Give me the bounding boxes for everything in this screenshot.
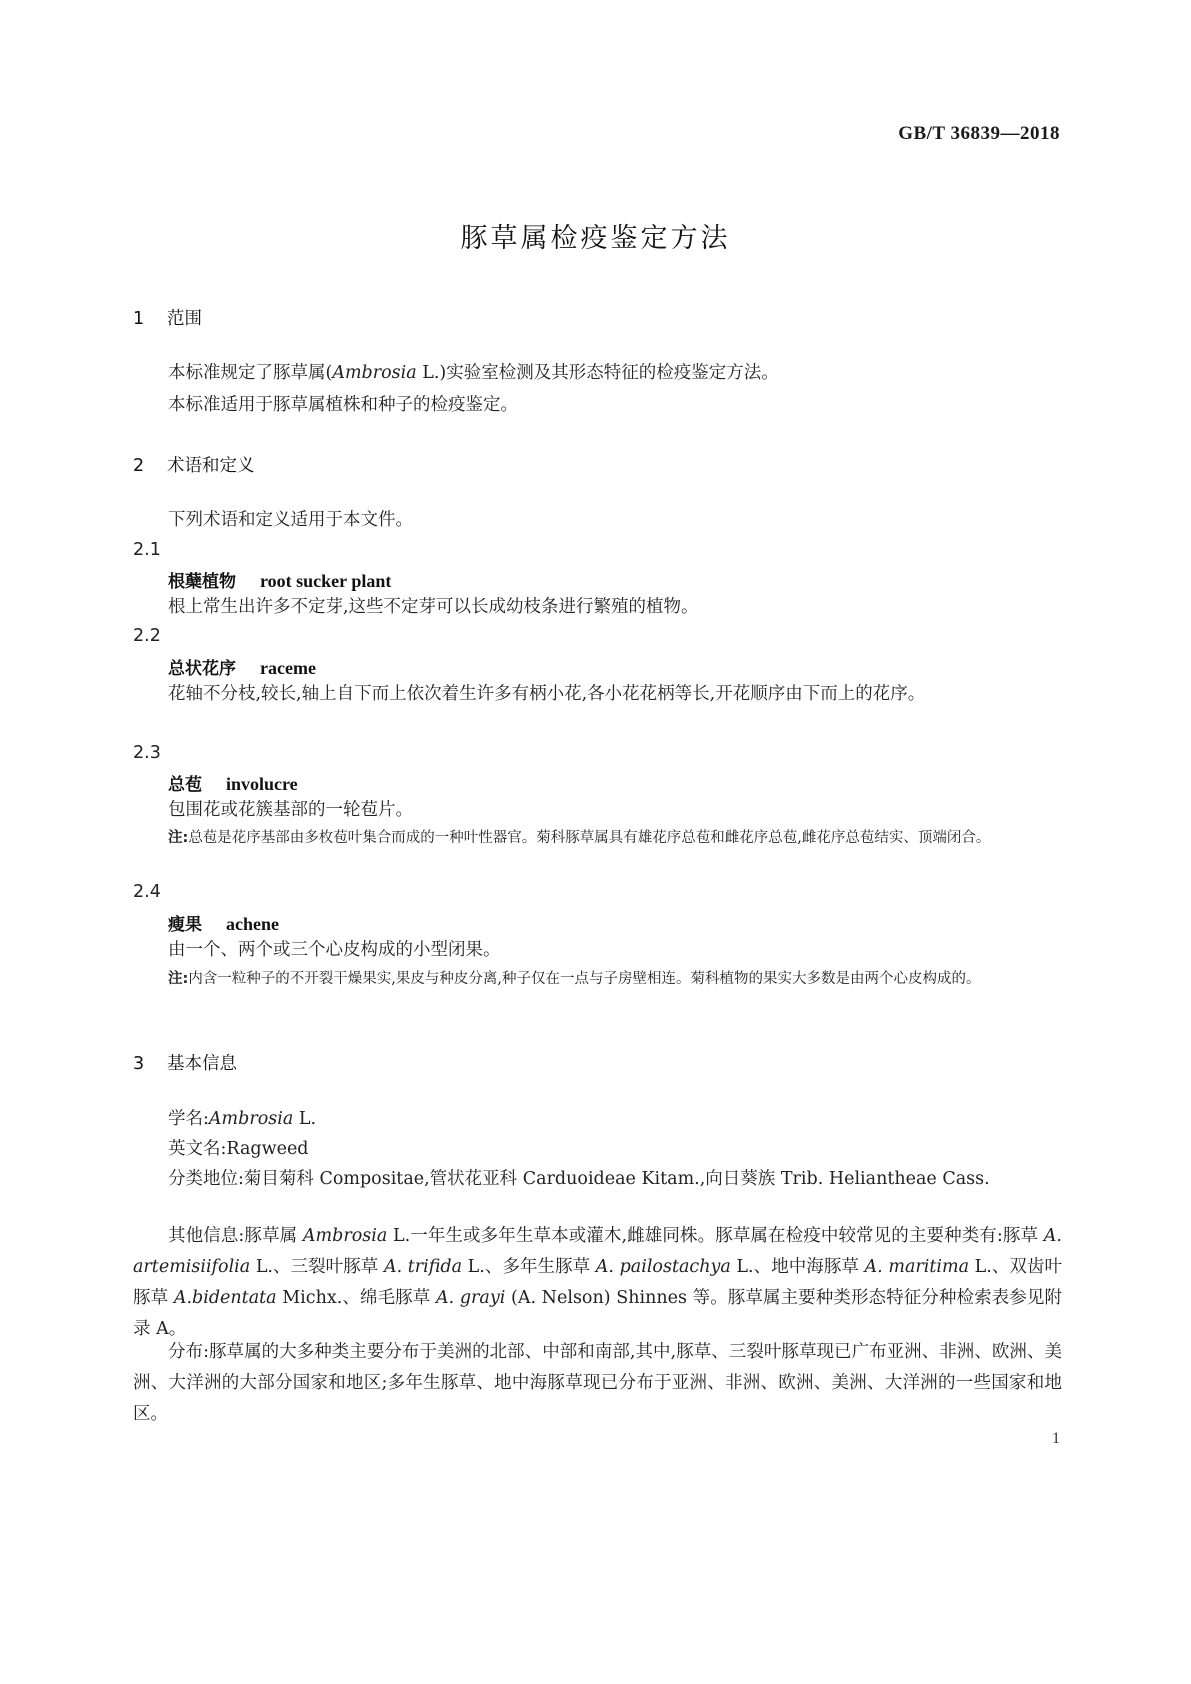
term-heading [168, 567, 391, 592]
italic-species: A. maritima [864, 1257, 970, 1277]
text-segment: L.一年生或多年生草本或灌木,雌雄同株。豚草属在检疫中较常见的主要种类有:豚草 [387, 1226, 1044, 1246]
section-2-heading [133, 452, 255, 477]
italic-species: A. artemisiifolia [133, 1226, 1062, 1277]
text-segment: L.、三裂叶豚草 [250, 1257, 384, 1277]
term-number: 2.1 [133, 540, 161, 560]
italic-species: A. trifida [383, 1257, 463, 1277]
term-chinese: 根蘖植物 [168, 572, 236, 592]
standard-code: GB/T 36839—2018 [898, 123, 1060, 144]
term-english: root sucker plant [260, 571, 392, 591]
term-chinese: 总状花序 [168, 659, 236, 679]
italic-species: A. pailostachya [595, 1257, 731, 1277]
text-segment: (A. Nelson) Shinnes 等。豚草属主要种类形态特征分种检索表参见附录 A。 [133, 1288, 1062, 1339]
term-number: 2.3 [133, 743, 161, 763]
italic-species: Ambrosia [302, 1226, 388, 1246]
section-number: 1 [133, 309, 145, 329]
section-3-heading [133, 1050, 237, 1075]
term-heading [168, 770, 298, 795]
term-chinese: 瘦果 [168, 915, 202, 935]
term-definition: 包围花或花簇基部的一轮苞片。 [168, 800, 413, 820]
scientific-name [133, 1104, 1062, 1135]
term-chinese: 总苞 [168, 775, 202, 795]
document-title: 豚草属检疫鉴定方法 [460, 223, 731, 254]
text-segment: L.、地中海豚草 [730, 1257, 865, 1277]
text-segment: L.)实验室检测及其形态特征的检疫鉴定方法。 [416, 363, 779, 383]
text-segment: L.、多年生豚草 [462, 1257, 596, 1277]
text-segment: L. [293, 1109, 317, 1129]
section-1-heading [133, 305, 202, 330]
term-english: raceme [260, 658, 316, 678]
term-heading [168, 654, 316, 679]
italic-species: A. grayi [436, 1288, 506, 1308]
italic-species: A.bidentata [173, 1288, 277, 1308]
note-text: 总苞是花序基部由多枚苞叶集合而成的一种叶性器官。菊科豚草属具有雄花序总苞和雌花序总苞,雌花序总苞结实、顶端闭合。 [188, 830, 991, 846]
italic-genus: Ambrosia [332, 363, 417, 383]
text-segment: L.、双齿叶豚草 [133, 1257, 1062, 1308]
term-heading [168, 910, 279, 935]
text-segment: 其他信息:豚草属 [168, 1226, 303, 1246]
term-definition: 根上常生出许多不定芽,这些不定芽可以长成幼枝条进行繁殖的植物。 [168, 597, 699, 617]
section-number: 3 [133, 1054, 145, 1074]
italic-genus: Ambrosia [208, 1109, 294, 1129]
term-definition: 花轴不分枝,较长,轴上自下而上依次着生许多有柄小花,各小花花柄等长,开花顺序由下而上的花序。 [168, 684, 926, 704]
term-english: involucre [226, 774, 298, 794]
section-2-intro: 下列术语和定义适用于本文件。 [168, 510, 413, 530]
term-english: achene [226, 914, 279, 934]
text-segment: 学名: [168, 1109, 209, 1129]
section-title: 范围 [167, 309, 202, 329]
distribution: 分布:豚草属的大多种类主要分布于美洲的北部、中部和南部,其中,豚草、三裂叶豚草现已广布亚洲、非洲、欧洲、美洲、大洋洲的大部分国家和地区;多年生豚草、地中海豚草现已分布于亚洲、非洲、欧洲、美洲、大洋洲的一些国家和地区。 [133, 1342, 1062, 1424]
section-1-paragraph-2: 本标准适用于豚草属植株和种子的检疫鉴定。 [168, 395, 518, 415]
section-title: 基本信息 [167, 1054, 237, 1074]
term-number: 2.4 [133, 882, 161, 902]
english-name: 英文名:Ragweed [168, 1139, 309, 1159]
note-text: 内含一粒种子的不开裂干燥果实,果皮与种皮分离,种子仅在一点与子房壁相连。菊科植物的果实大多数是由两个心皮构成的。 [188, 971, 981, 987]
note-label: 注: [168, 971, 189, 987]
term-number: 2.2 [133, 626, 161, 646]
term-note [168, 966, 1060, 992]
classification: 分类地位:菊目菊科 Compositae,管状花亚科 Carduoideae Kitam.,向日葵族 Trib. Heliantheae Cass. [168, 1169, 990, 1189]
text-segment: 本标准规定了豚草属( [168, 363, 333, 383]
page-number: 1 [1052, 1430, 1060, 1447]
section-title: 术语和定义 [167, 456, 255, 476]
text-segment: Michx.、绵毛豚草 [276, 1288, 436, 1308]
term-note [168, 825, 1060, 851]
note-label: 注: [168, 830, 189, 846]
section-1-paragraph-1 [133, 358, 1062, 389]
section-number: 2 [133, 456, 145, 476]
other-info [133, 1221, 1062, 1345]
term-definition: 由一个、两个或三个心皮构成的小型闭果。 [168, 940, 501, 960]
